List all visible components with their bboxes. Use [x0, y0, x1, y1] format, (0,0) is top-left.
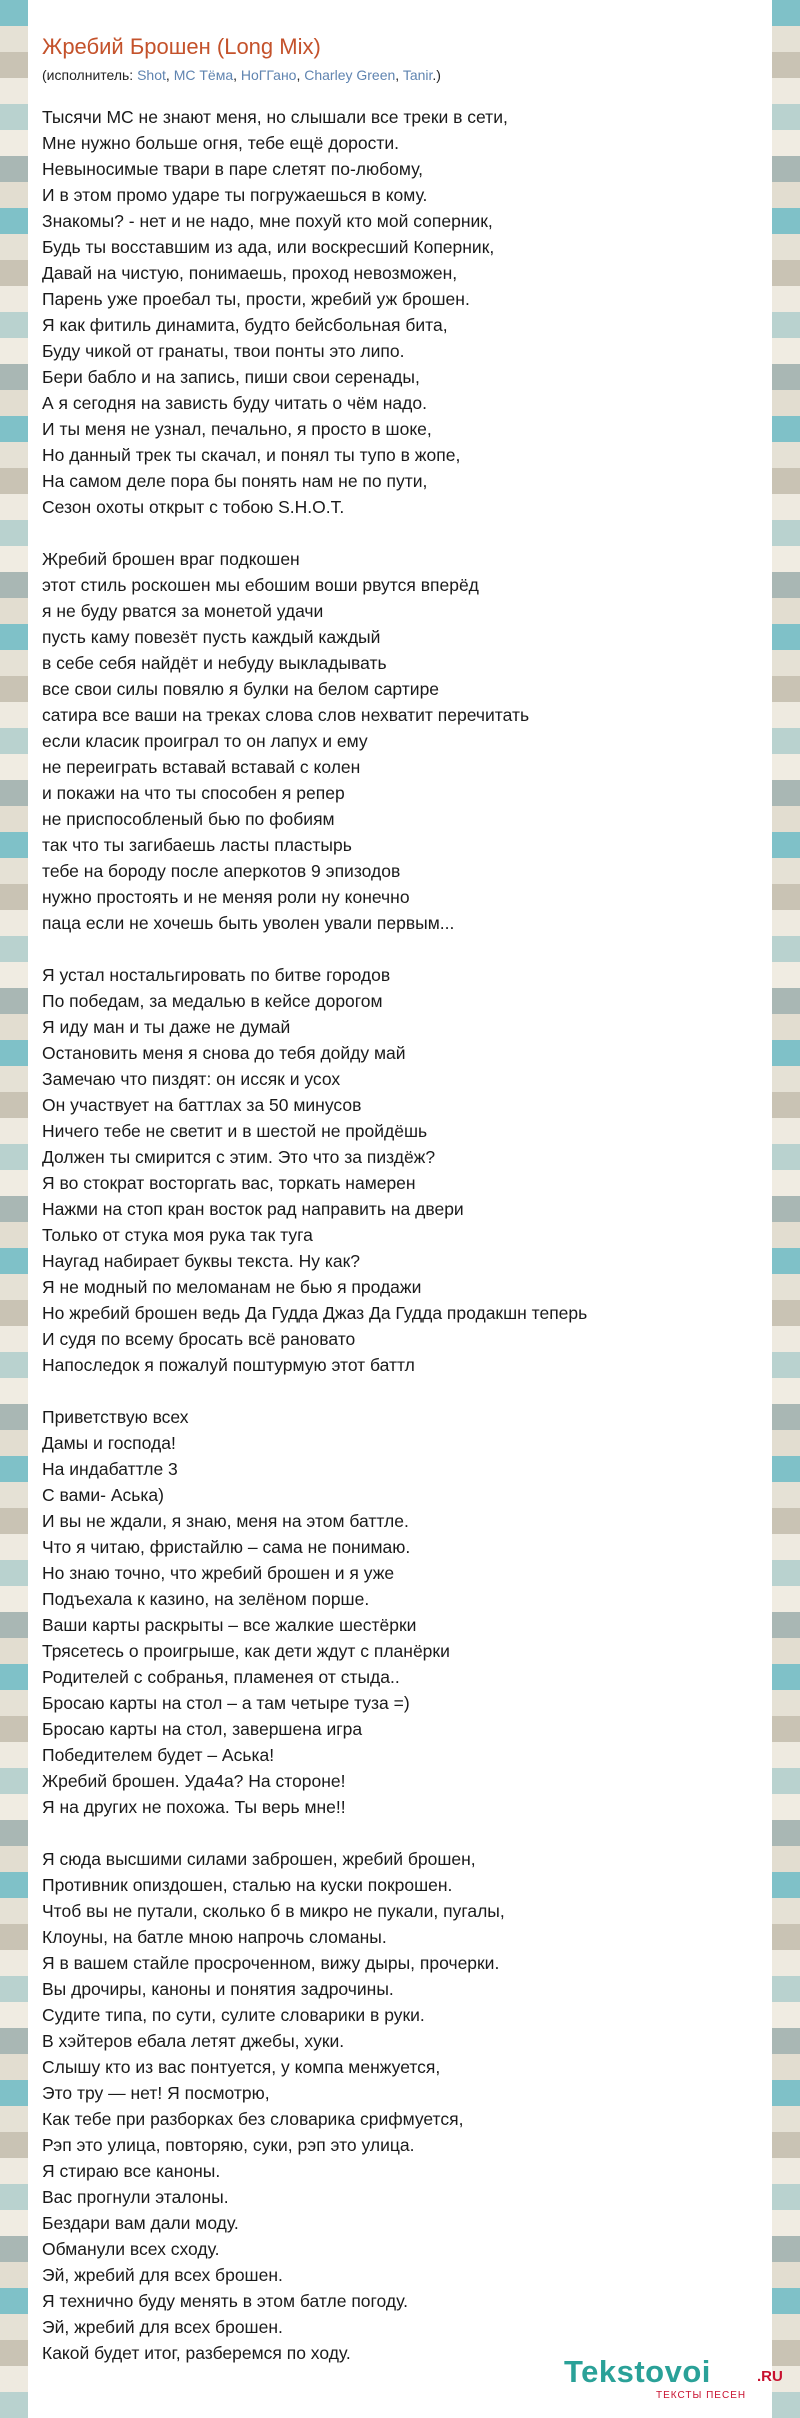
lyric-line: Бездари вам дали моду. — [42, 2213, 239, 2233]
lyric-line: Противник опиздошен, сталью на куски покрошен. — [42, 1875, 453, 1895]
lyric-line: Ваши карты раскрыты – все жалкие шестёрки — [42, 1615, 417, 1635]
lyric-line: Ничего тебе не светит и в шестой не пройдёшь — [42, 1121, 428, 1141]
artist-link[interactable]: Tanir — [402, 67, 433, 83]
lyric-line: Я в вашем стайле просроченном, вижу дыры, прочерки. — [42, 1953, 500, 1973]
lyric-line: Как тебе при разборках без словарика срифмуется, — [42, 2109, 464, 2129]
lyric-line: На индабаттле 3 — [42, 1459, 178, 1479]
lyric-line: Эй, жребий для всех брошен. — [42, 2317, 283, 2337]
lyric-line: Обманули всех сходу. — [42, 2239, 220, 2259]
lyric-line: Что я читаю, фристайлю – сама не понимаю. — [42, 1537, 411, 1557]
lyric-line: пусть каму повезёт пусть каждый каждый — [42, 627, 381, 647]
lyric-line: Только от стука моя рука так туга — [42, 1225, 313, 1245]
page-title: Жребий Брошен (Long Mix) — [42, 34, 321, 59]
lyric-line: Я не модный по меломанам не бью я продажи — [42, 1277, 422, 1297]
lyrics-body — [42, 104, 758, 2392]
lyric-line: все свои силы повялю я булки на белом сартире — [42, 679, 440, 699]
lyric-line: Невыносимые твари в паре слетят по-любому, — [42, 159, 423, 179]
site-logo[interactable] — [564, 2354, 783, 2404]
lyric-line: Я как фитиль динамита, будто бейсбольная бита, — [42, 315, 448, 335]
lyric-line: не переиграть вставай вставай с колен — [42, 757, 361, 777]
lyric-line: Знакомы? - нет и не надо, мне похуй кто мой соперник, — [42, 211, 493, 231]
lyric-line: Это тру — нет! Я посмотрю, — [42, 2083, 270, 2103]
lyric-line: Я устал ностальгировать по битве городов — [42, 965, 391, 985]
lyric-line: и покажи на что ты способен я репер — [42, 783, 345, 803]
lyric-line: так что ты загибаешь ласты пластырь — [42, 835, 352, 855]
lyric-line: Бросаю карты на стол – а там четыре туза =) — [42, 1693, 410, 1713]
lyric-line: Я технично буду менять в этом батле погоду. — [42, 2291, 408, 2311]
lyric-line: паца если не хочешь быть уволен ували первым... — [42, 913, 455, 933]
lyric-line: Он участвует на баттлах за 50 минусов — [42, 1095, 362, 1115]
lyric-line: А я сегодня на зависть буду читать о чём надо. — [42, 393, 427, 413]
lyric-line: Остановить меня я снова до тебя дойду май — [42, 1043, 406, 1063]
performers-prefix: (исполнитель: — [42, 67, 138, 83]
lyric-line: Вас прогнули эталоны. — [42, 2187, 229, 2207]
lyric-line: С вами- Аська) — [42, 1485, 164, 1505]
lyric-line: Рэп это улица, повторяю, суки, рэп это улица. — [42, 2135, 415, 2155]
lyric-line: На самом деле пора бы понять нам не по пути, — [42, 471, 428, 491]
lyrics-stanza — [42, 104, 758, 520]
artist-link[interactable]: Shot — [137, 67, 166, 83]
lyric-line: И вы не ждали, я знаю, меня на этом баттле. — [42, 1511, 409, 1531]
lyric-line: По победам, за медалью в кейсе дорогом — [42, 991, 383, 1011]
lyric-line: Сезон охоты открыт с тобою S.H.O.T. — [42, 497, 345, 517]
lyric-line: И ты меня не узнал, печально, я просто в шоке, — [42, 419, 432, 439]
lyric-line: я не буду рватся за монетой удачи — [42, 601, 324, 621]
lyric-line: Жребий брошен враг подкошен — [42, 549, 300, 569]
lyrics-stanza — [42, 962, 758, 1378]
lyric-line: Буду чикой от гранаты, твои понты это липо. — [42, 341, 405, 361]
lyric-line: Бросаю карты на стол, завершена игра — [42, 1719, 363, 1739]
separator: , — [233, 67, 241, 83]
lyric-line: Тысячи MC не знают меня, но слышали все треки в сети, — [42, 107, 508, 127]
lyric-line: Парень уже проебал ты, прости, жребий уж брошен. — [42, 289, 470, 309]
lyric-line: В хэйтеров ебала летят джебы, хуки. — [42, 2031, 345, 2051]
lyric-line: Приветствую всех — [42, 1407, 189, 1427]
lyric-line: Я стираю все каноны. — [42, 2161, 221, 2181]
lyric-line: Я на других не похожа. Ты верь мне!! — [42, 1797, 346, 1817]
artist-link[interactable]: НоГГано — [240, 67, 297, 83]
lyric-line: Я во стократ восторгать вас, торкать намерен — [42, 1173, 416, 1193]
lyric-line: Трясетесь о проигрыше, как дети ждут с планёрки — [42, 1641, 450, 1661]
lyric-line: Чтоб вы не путали, сколько б в микро не пукали, пугалы, — [42, 1901, 505, 1921]
lyric-line: этот стиль роскошен мы ебошим воши рвутся вперёд — [42, 575, 479, 595]
lyric-line: Жребий брошен. Уда4а? На стороне! — [42, 1771, 346, 1791]
lyric-line: в себе себя найдёт и небуду выкладывать — [42, 653, 387, 673]
lyric-line: не приспособленый бью по фобиям — [42, 809, 335, 829]
separator: , — [395, 67, 403, 83]
lyric-line: нужно простоять и не меняя роли ну конечно — [42, 887, 410, 907]
separator: , — [165, 67, 174, 83]
lyric-line: Эй, жребий для всех брошен. — [42, 2265, 283, 2285]
logo-tagline: ТЕКСТЫ ПЕСЕН — [656, 2390, 747, 2401]
lyric-line: сатира все ваши на треках слова слов нехватит перечитать — [42, 705, 530, 725]
lyric-line: Но данный трек ты скачал, и понял ты тупо в жопе, — [42, 445, 461, 465]
lyric-line: Бери бабло и на запись, пиши свои серенады, — [42, 367, 420, 387]
lyric-line: Подъехала к казино, на зелёном порше. — [42, 1589, 370, 1609]
lyric-line: Напоследок я пожалуй поштурмую этот баттл — [42, 1355, 415, 1375]
artist-link[interactable]: Charley Green — [304, 67, 396, 83]
content-card — [28, 0, 783, 2418]
lyrics-stanza — [42, 1846, 758, 2366]
separator: , — [296, 67, 305, 83]
lyric-line: Будь ты восставшим из ада, или воскресший Коперник, — [42, 237, 495, 257]
lyric-line: Я иду ман и ты даже не думай — [42, 1017, 291, 1037]
logo-domain: .RU — [757, 2368, 783, 2385]
lyric-line: Замечаю что пиздят: он иссяк и усох — [42, 1069, 341, 1089]
lyric-line: И судя по всему бросать всё рановато — [42, 1329, 356, 1349]
lyric-line: Родителей с собранья, пламенея от стыда.. — [42, 1667, 400, 1687]
lyric-line: Я сюда высшими силами заброшен, жребий брошен, — [42, 1849, 476, 1869]
lyric-line: Давай на чистую, понимаешь, проход невозможен, — [42, 263, 458, 283]
lyric-line: если класик проиграл то он лапух и ему — [42, 731, 368, 751]
lyric-line: Слышу кто из вас понтуется, у компа менжуется, — [42, 2057, 441, 2077]
lyric-line: Но знаю точно, что жребий брошен и я уже — [42, 1563, 395, 1583]
lyric-line: Клоуны, на батле мною напрочь сломаны. — [42, 1927, 387, 1947]
lyric-line: тебе на бороду после аперкотов 9 эпизодов — [42, 861, 401, 881]
lyric-line: Нажми на стоп кран восток рад направить на двери — [42, 1199, 464, 1219]
lyric-line: Дамы и господа! — [42, 1433, 176, 1453]
lyrics-stanza — [42, 546, 758, 936]
lyric-line: Вы дрочиры, каноны и понятия задрочины. — [42, 1979, 394, 1999]
lyric-line: Победителем будет – Аська! — [42, 1745, 275, 1765]
artist-link[interactable]: MC Тёма — [173, 67, 234, 83]
lyric-line: Судите типа, по сути, сулите словарики в руки. — [42, 2005, 425, 2025]
lyric-line: И в этом промо ударе ты погружаешься в кому. — [42, 185, 428, 205]
lyric-line: Какой будет итог, разберемся по ходу. — [42, 2343, 351, 2363]
logo-text: Tekstovoi — [564, 2354, 711, 2389]
lyrics-stanza — [42, 1404, 758, 1820]
lyric-line: Наугад набирает буквы текста. Ну как? — [42, 1251, 361, 1271]
lyric-line: Но жребий брошен ведь Да Гудда Джаз Да Гудда продакшн теперь — [42, 1303, 588, 1323]
lyric-line: Мне нужно больше огня, тебе ещё дорости. — [42, 133, 400, 153]
performers-suffix: .) — [432, 67, 441, 83]
performers-line — [42, 66, 441, 84]
lyric-line: Должен ты смирится с этим. Это что за пиздёж? — [42, 1147, 436, 1167]
